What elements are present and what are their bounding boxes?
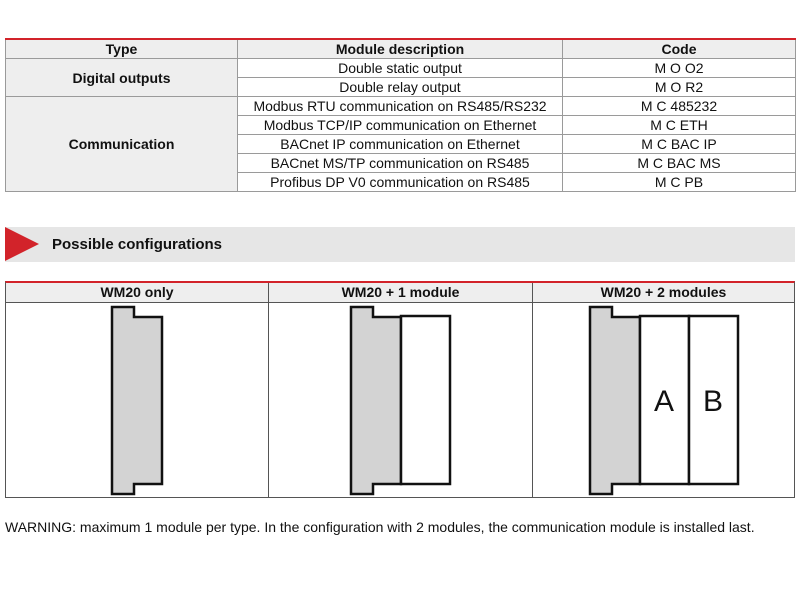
type-cell-communication: Communication <box>6 97 238 192</box>
description-cell: BACnet IP communication on Ethernet <box>238 135 563 154</box>
code-cell: M O O2 <box>563 59 796 78</box>
module-label-a: A <box>653 385 675 418</box>
type-cell-digital-outputs: Digital outputs <box>6 59 238 97</box>
config-title-wm20-only: WM20 only <box>100 284 174 300</box>
description-cell: Double static output <box>238 59 563 78</box>
header-module-description: Module description <box>238 39 563 59</box>
config-title-wm20-plus-2: WM20 + 2 modules <box>600 284 727 300</box>
table-row <box>6 59 796 78</box>
description-cell: Modbus RTU communication on RS485/RS232 <box>238 97 563 116</box>
header-type: Type <box>6 39 238 59</box>
description-cell: Profibus DP V0 communication on RS485 <box>238 173 563 192</box>
wm20-meter-drawing <box>590 307 640 494</box>
table-header-row <box>6 39 796 59</box>
configurations-table <box>5 281 795 498</box>
config-title-wm20-plus-1: WM20 + 1 module <box>341 284 460 300</box>
code-cell: M C BAC MS <box>563 154 796 173</box>
warning-note: WARNING: maximum 1 module per type. In the configuration with 2 modules, the communication module is installed last. <box>5 519 755 535</box>
description-cell: Double relay output <box>238 78 563 97</box>
description-cell: Modbus TCP/IP communication on Ethernet <box>238 116 563 135</box>
section-title: Possible configurations <box>52 236 223 253</box>
description-cell: BACnet MS/TP communication on RS485 <box>238 154 563 173</box>
code-cell: M C ETH <box>563 116 796 135</box>
wm20-meter-drawing <box>351 307 401 494</box>
code-cell: M C BAC IP <box>563 135 796 154</box>
wm20-meter-drawing <box>112 307 162 494</box>
modules-table <box>5 38 796 192</box>
code-cell: M O R2 <box>563 78 796 97</box>
module-drawing <box>401 316 450 484</box>
module-label-b: B <box>702 385 724 418</box>
configurations-drawings <box>6 283 794 498</box>
table-row <box>6 97 796 116</box>
header-code: Code <box>563 39 796 59</box>
code-cell: M C 485232 <box>563 97 796 116</box>
arrow-right-icon <box>5 227 39 261</box>
code-cell: M C PB <box>563 173 796 192</box>
section-banner <box>5 227 795 262</box>
